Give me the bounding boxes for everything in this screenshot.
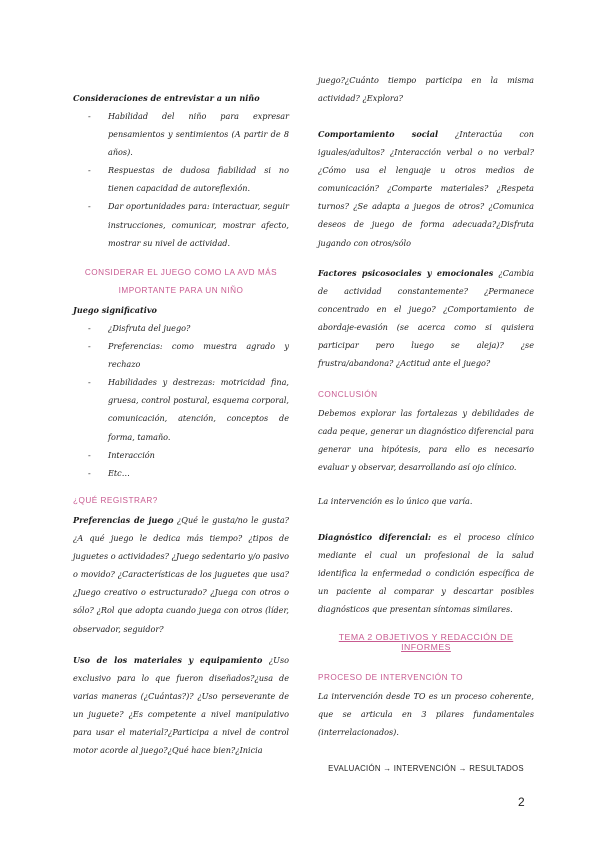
conclusion-paragraph: Debemos explorar las fortalezas y debilidades de cada peque, generar un diagnóstico diferencial para generar una hipótesis, para ello es necesario evaluar y observar, desarrollando así ojo clínico. (318, 408, 534, 473)
preferencias-paragraph (73, 511, 289, 638)
list-item: - ¿Disfruta del juego? (73, 319, 289, 337)
factores-text: ¿Cambia de actividad constantemente? ¿Permanece concentrado en el juego? ¿Comportamiento de abordaje-evasión (se acerca como si quisiera participar pero luego se aleja)? ¿se frustra/abandona? ¿Actitud ante el juego? (318, 268, 535, 369)
list-item: - Respuestas de dudosa fiabilidad si no tienen capacidad de autoreflexión. (73, 161, 289, 197)
juego-significativo-list (73, 319, 289, 482)
process-flow: EVALUACIÓN → INTERVENCIÓN → RESULTADOS (328, 764, 524, 773)
conclusion-heading: CONCLUSIÓN (318, 390, 378, 399)
list-item: - Etc… (73, 464, 289, 482)
tema-heading: TEMA 2 OBJETIVOS Y REDACCIÓN DE INFORMES (338, 632, 514, 652)
preferencias-label: Preferencias de juego (73, 515, 174, 525)
materiales-text: ¿Uso exclusivo para lo que fueron diseñados?¿usa de varias maneras (¿Cuántas?)? ¿Uso perseverante de un juguete? ¿Es competente a nivel manipulativo para usar el material?¿Participa a nivel de control motor acorde al juego?¿Qué hace bien?¿Inicia (73, 655, 290, 756)
proceso-heading: PROCESO DE INTERVENCIÓN TO (318, 673, 463, 682)
list-item: - Habilidades y destrezas: motricidad fina, gruesa, control postural, esquema corporal, comunicación, atención, conceptos de forma, tamaño. (73, 373, 289, 445)
intervencion-varia-paragraph: La intervención es lo único que varía. (318, 496, 473, 506)
entrevistar-list (73, 107, 289, 252)
preferencias-text: ¿Qué le gusta/no le gusta? ¿A qué juego le dedica más tiempo? ¿tipos de juguetes o actividades? ¿Juego sedentario y/o pasivo o movido? ¿Características de los juguetes que usa? ¿Juego creativo o estructurado? ¿Juega con otros o sólo? ¿Rol que adopta cuando juega con otros (líder, observador, seguidor? (73, 515, 289, 634)
juego-significativo-title: Juego significativo (73, 305, 157, 315)
comportamiento-paragraph (318, 125, 534, 252)
list-item: - Habilidad del niño para expresar pensamientos y sentimientos (A partir de 8 años). (73, 107, 289, 161)
factores-label: Factores psicosociales y emocionales (318, 268, 494, 278)
diagnostico-label: Diagnóstico diferencial: (318, 532, 432, 542)
materiales-label: Uso de los materiales y equipamiento (73, 655, 263, 665)
proceso-paragraph: La intervención desde TO es un proceso coherente, que se articula en 3 pilares fundamentales (interrelacionados). (318, 691, 534, 738)
continuation-paragraph: juego?¿Cuánto tiempo participa en la misma actividad? ¿Explora? (318, 75, 534, 104)
comportamiento-text: ¿Interactúa con iguales/adultos? ¿Interacción verbal o no verbal? ¿Cómo usa el lenguaje u otros medios de comunicación? ¿Comparte materiales? ¿Respeta turnos? ¿Se adapta a juegos de otros? ¿Comunica deseos de juego de forma adecuada?¿Disfruta jugando con otros/sólo (318, 129, 534, 248)
entrevistar-title: Consideraciones de entrevistar a un niño (73, 93, 260, 103)
list-item: - Dar oportunidades para: interactuar, seguir instrucciones, comunicar, mostrar afecto, mostrar su nivel de actividad. (73, 197, 289, 251)
juego-avd-heading: CONSIDERAR EL JUEGO COMO LA AVD MÁS IMPORTANTE PARA UN NIÑO (84, 268, 278, 295)
comportamiento-label: Comportamiento social (318, 129, 439, 139)
que-registrar-heading: ¿QUÉ REGISTRAR? (73, 496, 158, 505)
diagnostico-text: es el proceso clínico mediante el cual un profesional de la salud identifica la enfermedad o condición específica de un paciente al comparar y descartar posibles diagnósticos que presentan síntomas similares. (318, 532, 534, 615)
materiales-paragraph (73, 651, 289, 760)
page-number: 2 (518, 795, 525, 809)
list-item: - Preferencias: como muestra agrado y rechazo (73, 337, 289, 373)
factores-paragraph (318, 264, 534, 373)
diagnostico-paragraph (318, 528, 534, 618)
list-item: - Interacción (73, 446, 289, 464)
